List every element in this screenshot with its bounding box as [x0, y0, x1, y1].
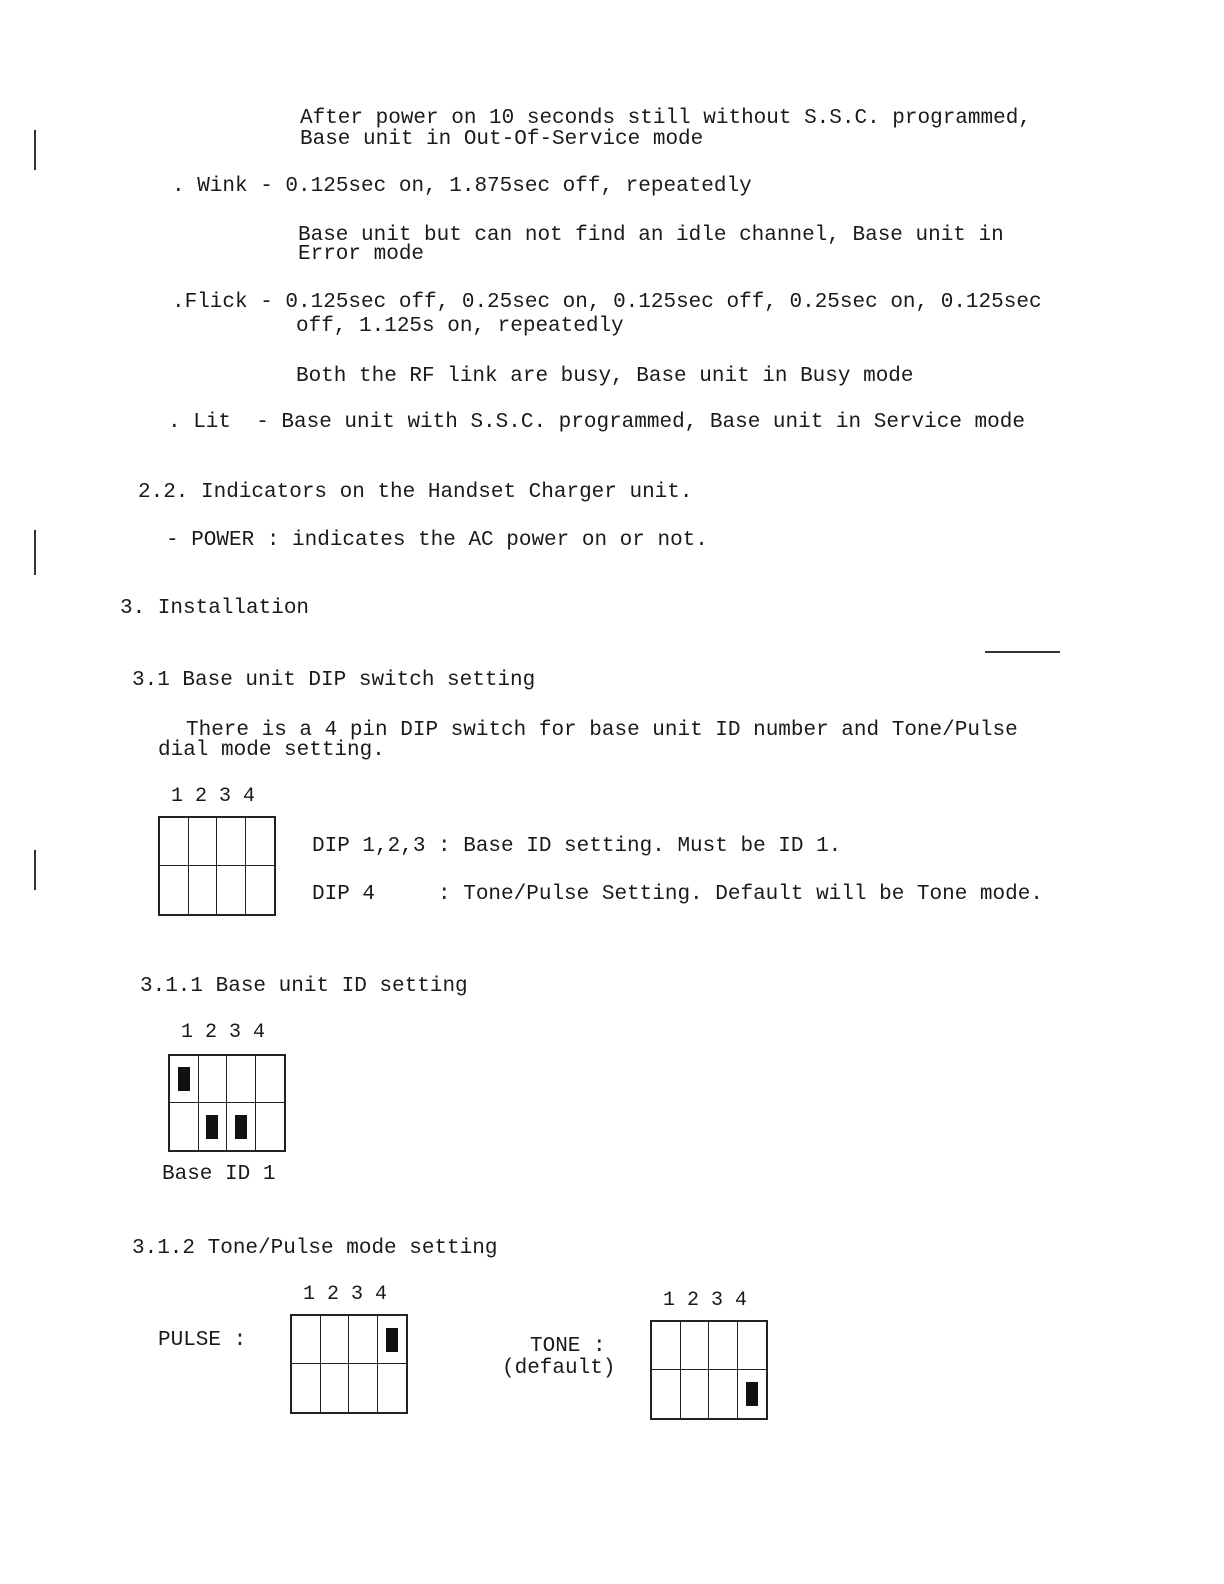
- tone-dip-diagram: [650, 1290, 770, 1422]
- dip-cell: [349, 1364, 378, 1412]
- dip-cell: [738, 1370, 767, 1418]
- dip-numbers: 1 2 3 4: [303, 1283, 388, 1306]
- dip-cell: [709, 1322, 738, 1370]
- dip-cell: [256, 1056, 285, 1103]
- dip-cell: [227, 1056, 256, 1103]
- scan-mark: [985, 651, 1060, 653]
- base-id-dip-diagram: [168, 1022, 288, 1154]
- dip-cell: [170, 1103, 199, 1150]
- dip-cell: [199, 1103, 228, 1150]
- dip-knob: [206, 1115, 218, 1139]
- pulse-label: PULSE :: [158, 1329, 247, 1352]
- dip-cell: [227, 1103, 256, 1150]
- lit-line: . Lit - Base unit with S.S.C. programmed, Base unit in Service mode: [168, 411, 1025, 434]
- text-line: After power on 10 seconds still without S.S.C. programmed,: [300, 107, 1031, 130]
- dip-cell: [321, 1364, 350, 1412]
- dip-cell: [681, 1370, 710, 1418]
- dip-grid: [158, 816, 276, 916]
- dip-description: DIP 4 : Tone/Pulse Setting. Default will be Tone mode.: [312, 883, 1043, 906]
- tone-label: TONE :: [530, 1335, 606, 1358]
- power-line: - POWER : indicates the AC power on or not.: [166, 529, 708, 552]
- dip-cell: [378, 1364, 407, 1412]
- dip-knob: [386, 1328, 398, 1352]
- dip-cell: [652, 1370, 681, 1418]
- dip-cell: [292, 1364, 321, 1412]
- flick-line: .Flick - 0.125sec off, 0.25sec on, 0.125sec off, 0.25sec on, 0.125sec: [172, 291, 1042, 314]
- dip-cell: [709, 1370, 738, 1418]
- section-heading: 3.1 Base unit DIP switch setting: [132, 669, 536, 692]
- dip-description: DIP 1,2,3 : Base ID setting. Must be ID 1.: [312, 835, 842, 858]
- section-heading: 2.2. Indicators on the Handset Charger unit.: [138, 481, 693, 504]
- dip-numbers: 1 2 3 4: [181, 1021, 266, 1044]
- dip-grid: [650, 1320, 768, 1420]
- dip-cell: [681, 1322, 710, 1370]
- text-line: Both the RF link are busy, Base unit in Busy mode: [296, 365, 914, 388]
- dip-cell: [652, 1322, 681, 1370]
- text-line: Base unit but can not find an idle channel, Base unit in: [298, 224, 1004, 247]
- dip-numbers: 1 2 3 4: [663, 1289, 748, 1312]
- dip-cell: [321, 1316, 350, 1364]
- dip-cell: [199, 1056, 228, 1103]
- dip-switch-diagram: [158, 786, 278, 918]
- dip-cell: [256, 1103, 285, 1150]
- section-heading: 3. Installation: [120, 597, 310, 620]
- dip-cell: [378, 1316, 407, 1364]
- text-line: Base unit in Out-Of-Service mode: [300, 128, 704, 151]
- base-id-caption: Base ID 1: [162, 1163, 276, 1186]
- text-line: There is a 4 pin DIP switch for base unit ID number and Tone/Pulse: [186, 719, 1018, 742]
- wink-line: . Wink - 0.125sec on, 1.875sec off, repeatedly: [172, 175, 752, 198]
- section-heading: 3.1.1 Base unit ID setting: [140, 975, 468, 998]
- dip-cell: [738, 1322, 767, 1370]
- dip-knob: [746, 1382, 758, 1406]
- text-line: Error mode: [298, 243, 425, 266]
- dip-cell: [292, 1316, 321, 1364]
- pulse-dip-diagram: [290, 1284, 410, 1416]
- dip-grid: [168, 1054, 286, 1152]
- dip-knob: [235, 1115, 247, 1139]
- dip-cell: [349, 1316, 378, 1364]
- text-line: off, 1.125s on, repeatedly: [296, 315, 624, 338]
- margin-mark: [34, 850, 56, 890]
- dip-cell: [170, 1056, 199, 1103]
- dip-knob: [178, 1067, 190, 1091]
- tone-default-label: (default): [502, 1357, 616, 1380]
- dip-grid: [290, 1314, 408, 1414]
- text-line: dial mode setting.: [158, 739, 385, 762]
- section-heading: 3.1.2 Tone/Pulse mode setting: [132, 1237, 498, 1260]
- margin-mark: [34, 130, 56, 170]
- dip-numbers: 1 2 3 4: [171, 785, 256, 808]
- margin-mark: [34, 530, 56, 575]
